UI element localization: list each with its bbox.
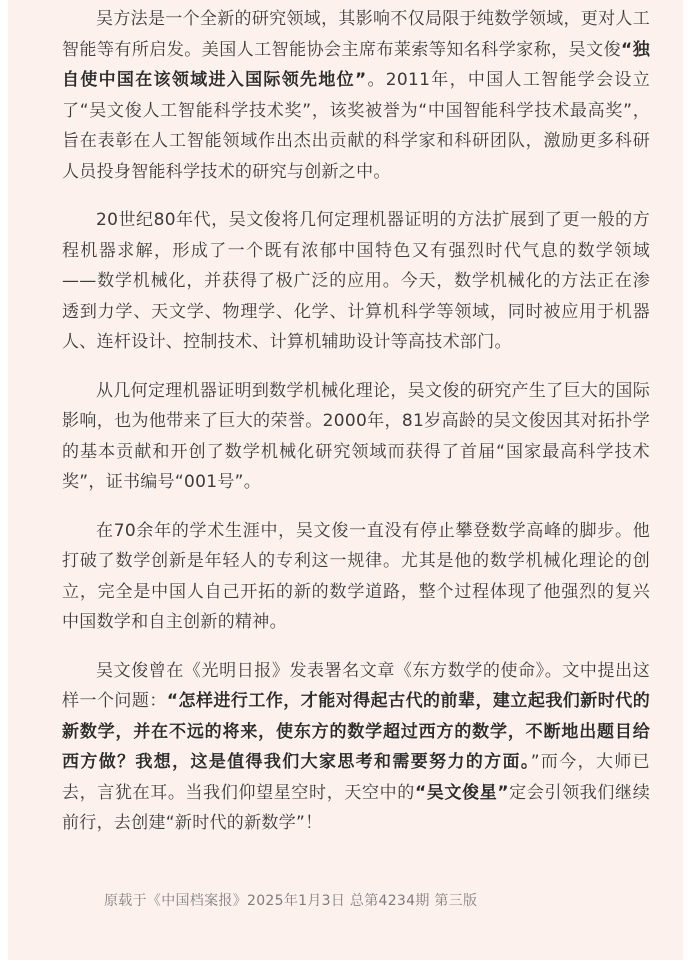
p1-text-2: 。2011年，中国人工智能学会设立了“吴文俊人工智能科学技术奖”，该奖被誉为“中国智能科学技术最高奖”，旨在表彰在人工智能领域作出杰出贡献的科学家和科研团队，激励更多科研人员投身智能科学技术的研究与创新之中。 <box>62 70 650 182</box>
p2-text: 20世纪80年代，吴文俊将几何定理机器证明的方法扩展到了更一般的方程机器求解，形成了一个既有浓郁中国特色又有强烈时代气息的数学领域——数学机械化，并获得了极广泛的应用。今天，数学机械化的方法正在渗透到力学、天文学、物理学、化学、计算机科学等领域，同时被应用于机器人、连杆设计、控制技术、计算机辅助设计等高技术部门。 <box>62 210 650 352</box>
paragraph-2 <box>62 205 650 358</box>
paragraph-5 <box>62 656 650 839</box>
p3-text: 从几何定理机器证明到数学机械化理论，吴文俊的研究产生了巨大的国际影响，也为他带来了巨大的荣誉。2000年，81岁高龄的吴文俊因其对拓扑学的基本贡献和开创了数学机械化研究领域而获得了首届“国家最高科学技术奖”，证书编号“001号”。 <box>62 380 650 492</box>
article-page <box>8 0 683 960</box>
article-body <box>62 0 650 857</box>
p5-bold-star-name: “吴文俊星” <box>414 782 509 803</box>
p5-text-1: 吴文俊曾在《光明日报》发表署名文章《东方数学的使命》。文中提出这样一个问题： <box>62 660 650 711</box>
source-citation: 原载于《中国档案报》2025年1月3日 总第4234期 第三版 <box>104 893 478 909</box>
p1-bold-quote: “独自使中国在该领域进入国际领先地位” <box>62 39 650 90</box>
paragraph-4 <box>62 516 650 638</box>
paragraph-1 <box>62 4 650 187</box>
p5-text-2: ”而今，大师已去，言犹在耳。当我们仰望星空时，天空中的 <box>62 752 650 803</box>
p1-text-1: 吴方法是一个全新的研究领域，其影响不仅局限于纯数学领域，更对人工智能等有所启发。美国人工智能协会主席布莱索等知名科学家称，吴文俊 <box>62 9 650 60</box>
p5-text-3: 定会引领我们继续前行，去创建“新时代的新数学”！ <box>62 782 651 833</box>
p5-bold-quote: “怎样进行工作，才能对得起古代的前辈，建立起我们新时代的新数学，并在不远的将来，使东方的数学超过西方的数学，不断地出题目给西方做？我想，这是值得我们大家思考和需要努力的方面。 <box>62 691 650 772</box>
p4-text: 在70余年的学术生涯中，吴文俊一直没有停止攀登数学高峰的脚步。他打破了数学创新是年轻人的专利这一规律。尤其是他的数学机械化理论的创立，完全是中国人自己开拓的新的数学道路，整个过程体现了他强烈的复兴中国数学和自主创新的精神。 <box>62 520 650 632</box>
paragraph-3 <box>62 376 650 498</box>
